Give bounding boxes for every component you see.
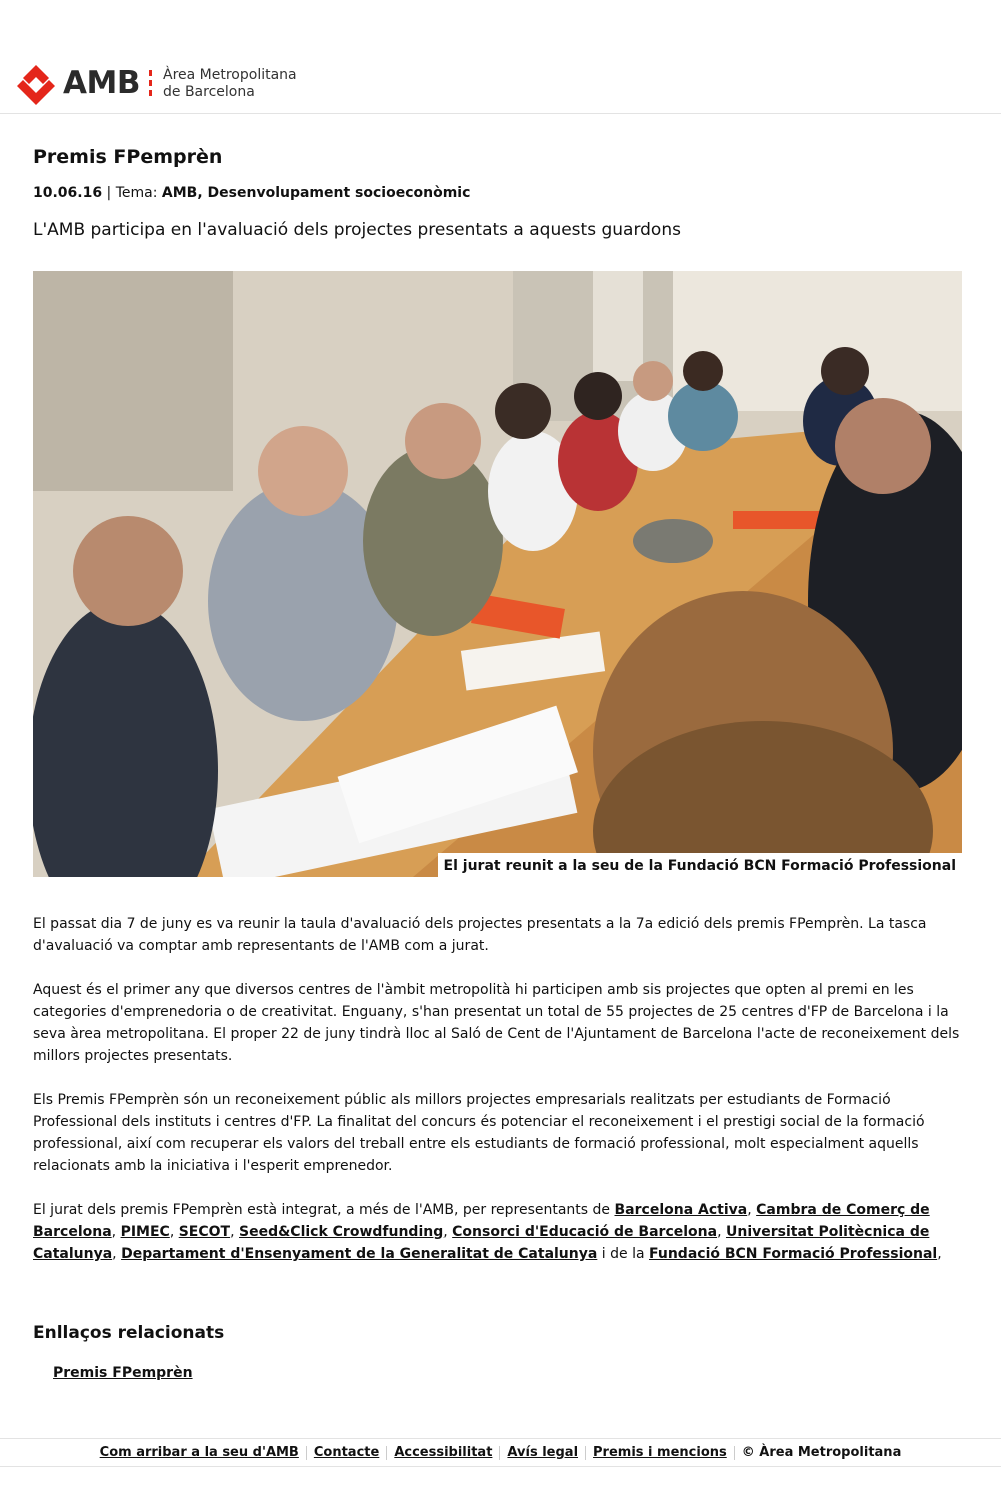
article-body <box>33 913 963 1287</box>
paragraph-3: Els Premis FPemprèn són un reconeixement públic als millors projectes empresarials realitzats per estudiants de Formació Professional dels instituts i centres d'FP. La finalitat del concurs és potenciar el reconeixement i el prestigi social de la formació professional, així com recuperar els valors del treball entre els estudiants de formació professional, molt especialment aquells relacionats amb la iniciativa i l'esperit emprenedor. <box>33 1092 925 1174</box>
paragraph-4: El jurat dels premis FPemprèn està integrat, a més de l'AMB, per representants de Barcelona Activa, Cambra de Comerç de Barcelona, PIMEC, SECOT, Seed&Click Crowdfunding, Consorci d'Educació de Barcelona, Universitat Politècnica de Catalunya, Departament d'Ensenyament de la Generalitat de Catalunya i de la Fundació BCN Formació Professional, <box>33 1202 942 1262</box>
paragraph-1: El passat dia 7 de juny es va reunir la taula d'avaluació dels projectes presentats a la 7a edició dels premis FPemprèn. La tasca d'avaluació va comptar amb representants de l'AMB com a jurat. <box>33 916 927 954</box>
related-links-heading: Enllaços relacionats <box>33 1323 225 1343</box>
paragraph-2: Aquest és el primer any que diversos centres de l'àmbit metropolità hi participen amb sis projectes que opten al premi en les categories d'emprenedoria o de creativitat. Enguany, s'han presentat un total de 55 projectes de 25 centres d'FP de Barcelona i la seva àrea metropolitana. El proper 22 de juny tindrà lloc al Saló de Cent de l'Ajuntament de Barcelona l'acte de reconeixement dels millors projectes presentats. <box>33 982 960 1064</box>
article-meta <box>33 185 470 201</box>
amb-logo-icon <box>16 65 56 105</box>
related-link-premis[interactable]: Premis FPemprèn <box>53 1365 193 1381</box>
logo-separator <box>149 70 152 100</box>
site-header <box>0 0 1001 114</box>
link-secot[interactable]: SECOT <box>178 1224 231 1240</box>
logo-org-name: Àrea Metropolitana de Barcelona <box>163 67 297 100</box>
link-barcelona-activa[interactable]: Barcelona Activa <box>614 1202 748 1218</box>
article-subtitle: L'AMB participa en l'avaluació dels projectes presentats a aquests guardons <box>33 220 681 240</box>
footer-link-premis-mencions[interactable]: Premis i mencions <box>593 1445 727 1460</box>
link-pimec[interactable]: PIMEC <box>120 1224 170 1240</box>
topic-label: Tema: <box>115 185 158 201</box>
footer-link-contacte[interactable]: Contacte <box>313 1445 380 1460</box>
footer-separator <box>499 1446 500 1460</box>
footer-link-com-arribar[interactable]: Com arribar a la seu d'AMB <box>99 1445 299 1460</box>
article-date: 10.06.16 <box>33 185 103 201</box>
footer-separator <box>386 1446 387 1460</box>
article-photo <box>33 271 962 877</box>
site-footer <box>0 1438 1001 1467</box>
logo-wordmark: AMB <box>63 65 140 101</box>
footer-separator <box>585 1446 586 1460</box>
page-title: Premis FPemprèn <box>33 146 223 168</box>
link-fundacio-bcn-fp[interactable]: Fundació BCN Formació Professional <box>649 1246 938 1262</box>
link-departament-ensenyament[interactable]: Departament d'Ensenyament de la Generalitat de Catalunya <box>121 1246 598 1262</box>
footer-link-accessibilitat[interactable]: Accessibilitat <box>394 1445 493 1460</box>
meta-separator: | <box>106 185 116 201</box>
topic-values: AMB, Desenvolupament socioeconòmic <box>161 185 471 201</box>
link-consorci-educacio[interactable]: Consorci d'Educació de Barcelona <box>452 1224 718 1240</box>
footer-copyright: © Àrea Metropolitana <box>741 1445 902 1460</box>
link-cambra-comerc[interactable]: Cambra de Comerç de Barcelona <box>33 1202 930 1240</box>
footer-separator <box>734 1446 735 1460</box>
link-upc[interactable]: Universitat Politècnica de Catalunya <box>33 1224 930 1262</box>
link-seed-click[interactable]: Seed&Click Crowdfunding <box>239 1224 444 1240</box>
photo-caption: El jurat reunit a la seu de la Fundació BCN Formació Professional <box>438 853 962 877</box>
footer-separator <box>306 1446 307 1460</box>
amb-logo-link[interactable] <box>16 62 316 106</box>
footer-link-avis-legal[interactable]: Avís legal <box>507 1445 579 1460</box>
